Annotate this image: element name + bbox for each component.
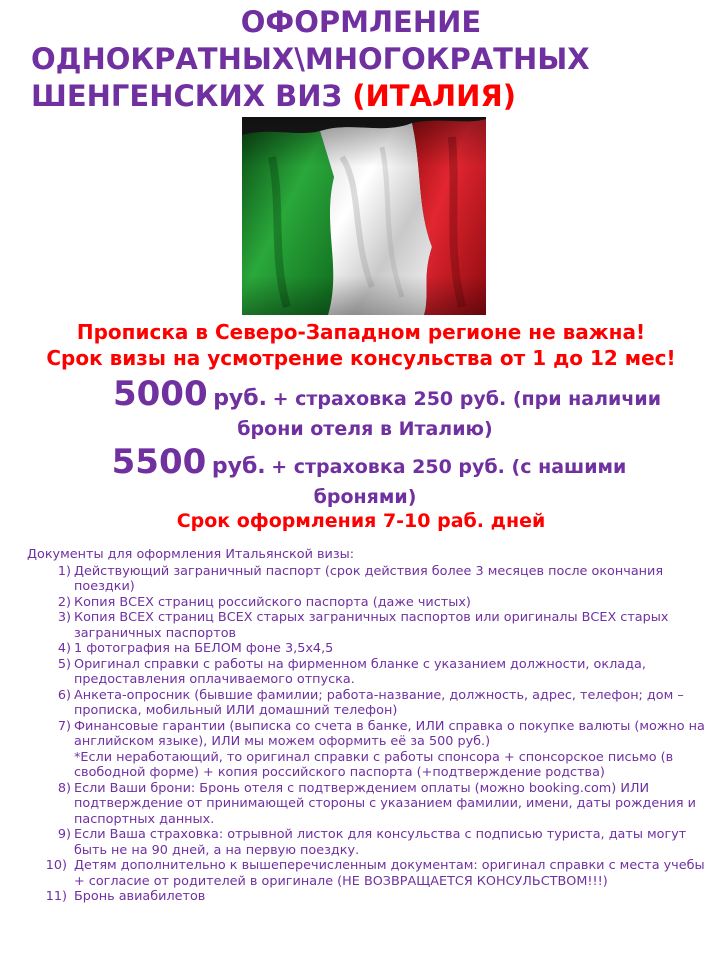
list-item: 11) Бронь авиабилетов <box>45 889 206 904</box>
price-2-amount: 5500 <box>111 442 207 482</box>
price-2-details: + страховка 250 руб. (с нашими <box>271 456 627 478</box>
italy-flag-icon <box>242 117 486 315</box>
list-item: 1) Действующий заграничный паспорт (срок действия более 3 месяцев после окончания поездки) <box>57 563 664 594</box>
title-line-3-text: ШЕНГЕНСКИХ ВИЗ <box>31 79 343 113</box>
sponsor-note: *Если неработающий, то оригинал справки с работы спонсора + спонсорское письмо (в свободной форме) + копия российского паспорта (+подтверждение родства) <box>74 749 674 780</box>
list-item: 8) Если Ваши брони: Бронь отеля с подтверждением оплаты (можно booking.com) ИЛИ подтверждение от принимающей стороны с указанием фамилии, имени, даты рождения и паспортных данных. <box>57 780 696 827</box>
list-item: 3) Копия ВСЕХ страниц ВСЕХ старых заграничных паспортов или оригиналы ВСЕХ старых заграничных паспортов <box>57 610 669 641</box>
price-2-details-line-2: бронями) <box>313 486 417 508</box>
price-block-1 <box>0 372 722 440</box>
documents-heading: Документы для оформления Итальянской визы: <box>27 547 355 562</box>
list-item: 7) Финансовые гарантии (выписка со счета в банке, ИЛИ справка о покупке валюты (можно на английском языке), ИЛИ мы можем оформить её за 500 руб.) *Если неработающий, то оригинал справки с работы спонсора + спонсорское письмо (в свободной форме) + копия российского паспорта (+подтверждение родства) <box>27 719 717 781</box>
price-1-details-line-2: брони отеля в Италию) <box>237 418 493 440</box>
price-block-2 <box>0 440 722 508</box>
documents-list <box>27 564 717 905</box>
price-1-amount: 5000 <box>112 374 208 414</box>
processing-time: Срок оформления 7-10 раб. дней <box>176 510 546 532</box>
list-item: 2) Копия ВСЕХ страниц российского паспорта (даже чистых) <box>57 594 471 610</box>
price-2-currency: руб. <box>211 454 266 479</box>
price-1-details: + страховка 250 руб. (при наличии <box>272 388 662 410</box>
title-line-3 <box>0 78 722 115</box>
title-line-1: ОФОРМЛЕНИЕ <box>240 5 482 39</box>
validity-notice: Срок визы на усмотрение консульства от 1 до 12 мес! <box>46 346 676 370</box>
registration-notice: Прописка в Северо-Западном регионе не важна! <box>76 320 646 344</box>
list-item: 10) Детям дополнительно к вышеперечисленным документам: оригинал справки с места учебы + согласие от родителей в оригинале (НЕ ВОЗВРАЩАЕТСЯ КОНСУЛЬСТВОМ!!!) <box>45 858 705 889</box>
list-item: 9) Если Ваша страховка: отрывной листок для консульства с подписью туриста, даты могут быть не на 90 дней, а на первую поездку. <box>57 827 687 858</box>
list-item: 6) Анкета-опросник (бывшие фамилии; работа-название, должность, адрес, телефон; дом – прописка, мобильный ИЛИ домашний телефон) <box>57 687 684 718</box>
title-country: (ИТАЛИЯ) <box>352 79 516 113</box>
documents-section <box>27 547 717 905</box>
list-item: 5) Оригинал справки с работы на фирменном бланке с указанием должности, оклада, предоставления оплачиваемого отпуска. <box>57 656 646 687</box>
title-line-2: ОДНОКРАТНЫХ\МНОГОКРАТНЫХ <box>31 42 590 76</box>
page-title <box>0 4 722 115</box>
list-item: 4) 1 фотография на БЕЛОМ фоне 3,5х4,5 <box>57 641 334 656</box>
price-1-currency: руб. <box>213 386 267 411</box>
